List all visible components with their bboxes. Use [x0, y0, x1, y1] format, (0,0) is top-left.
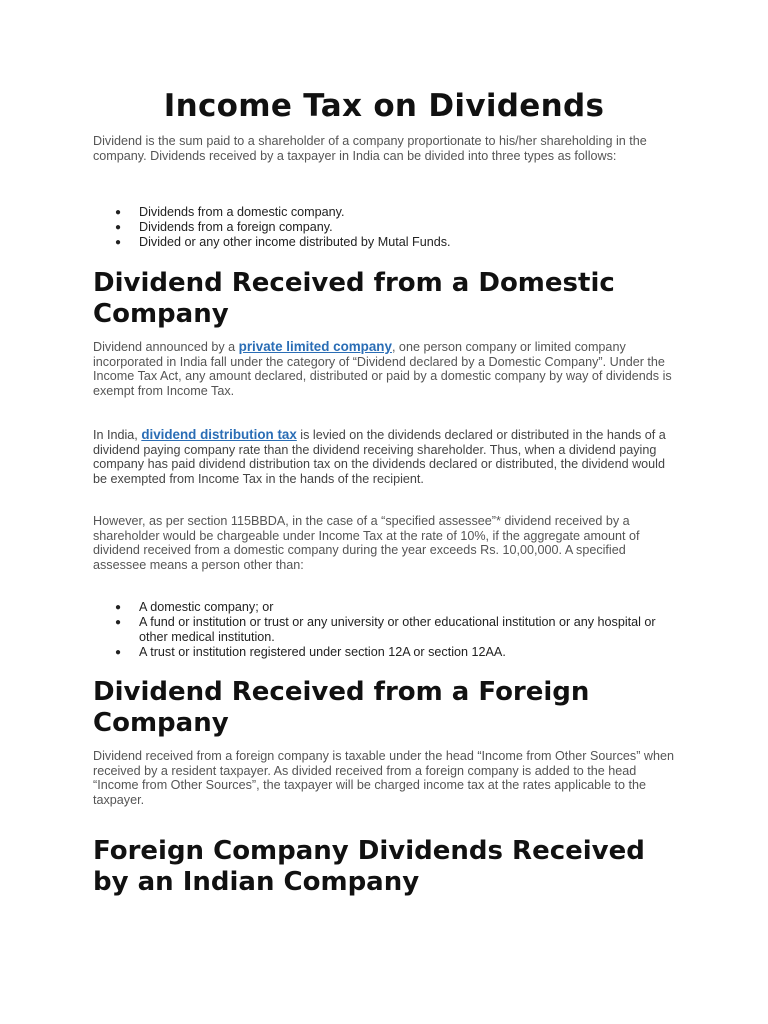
- list-item: ● Dividends from a domestic company.: [115, 205, 345, 219]
- foreign-paragraph-1: Dividend received from a foreign company is taxable under the head “Income from Other Sources” when received by a resident taxpayer. As divided received from a foreign company is added to the head “Income from Other Sources”, the taxpayer will be charged income tax at the rates applicable to the taxpayer.: [93, 749, 675, 807]
- specified-assessee-exceptions-list: [93, 600, 675, 660]
- dividend-types-list: [93, 205, 675, 250]
- dividend-distribution-tax-link[interactable]: dividend distribution tax: [141, 427, 297, 442]
- private-limited-company-link[interactable]: private limited company: [238, 339, 392, 354]
- bullet-icon: ●: [115, 207, 122, 218]
- domestic-paragraph-1: Dividend announced by a private limited company, one person company or limited company incorporated in India fall under the category of “Dividend declared by a Domestic Company”. Under the Income Tax Act, any amount declared, distributed or paid by a domestic company by way of dividends is exempt from Income Tax.: [93, 339, 672, 398]
- bullet-icon: ●: [115, 617, 122, 628]
- domestic-paragraph-3: However, as per section 115BBDA, in the case of a “specified assessee”* dividend received by a shareholder would be chargeable under Income Tax at the rate of 10%, if the aggregate amount of dividend received from a domestic company during the year exceeds Rs. 10,00,000. A specified assessee means a person other than:: [93, 514, 640, 572]
- section-heading-foreign: Dividend Received from a Foreign Company: [93, 677, 590, 738]
- intro-paragraph: Dividend is the sum paid to a shareholder of a company proportionate to his/her shareholding in the company. Dividends received by a taxpayer in India can be divided into three types as follows:: [93, 134, 647, 163]
- page-title: Income Tax on Dividends: [163, 88, 605, 124]
- section-heading-domestic: Dividend Received from a Domestic Company: [93, 268, 615, 329]
- bullet-icon: ●: [115, 222, 122, 233]
- bullet-icon: ●: [115, 602, 122, 613]
- list-item: ● A fund or institution or trust or any university or other educational institution or any hospital or other medical institution.: [115, 615, 656, 644]
- list-item: ● A domestic company; or: [115, 600, 274, 614]
- section-heading-foreign-indian: Foreign Company Dividends Received by an Indian Company: [93, 836, 645, 897]
- list-item: ● A trust or institution registered under section 12A or section 12AA.: [115, 645, 506, 659]
- bullet-icon: ●: [115, 647, 122, 658]
- list-item: ● Divided or any other income distributed by Mutal Funds.: [115, 235, 451, 249]
- list-item: ● Dividends from a foreign company.: [115, 220, 333, 234]
- domestic-paragraph-2: In India, dividend distribution tax is levied on the dividends declared or distributed in the hands of a dividend paying company rate than the dividend receiving shareholder. Thus, when a dividend paying company has paid dividend distribution tax on the dividends declared or distributed, the dividend would be exempted from Income Tax in the hands of the recipient.: [93, 427, 666, 486]
- bullet-icon: ●: [115, 237, 122, 248]
